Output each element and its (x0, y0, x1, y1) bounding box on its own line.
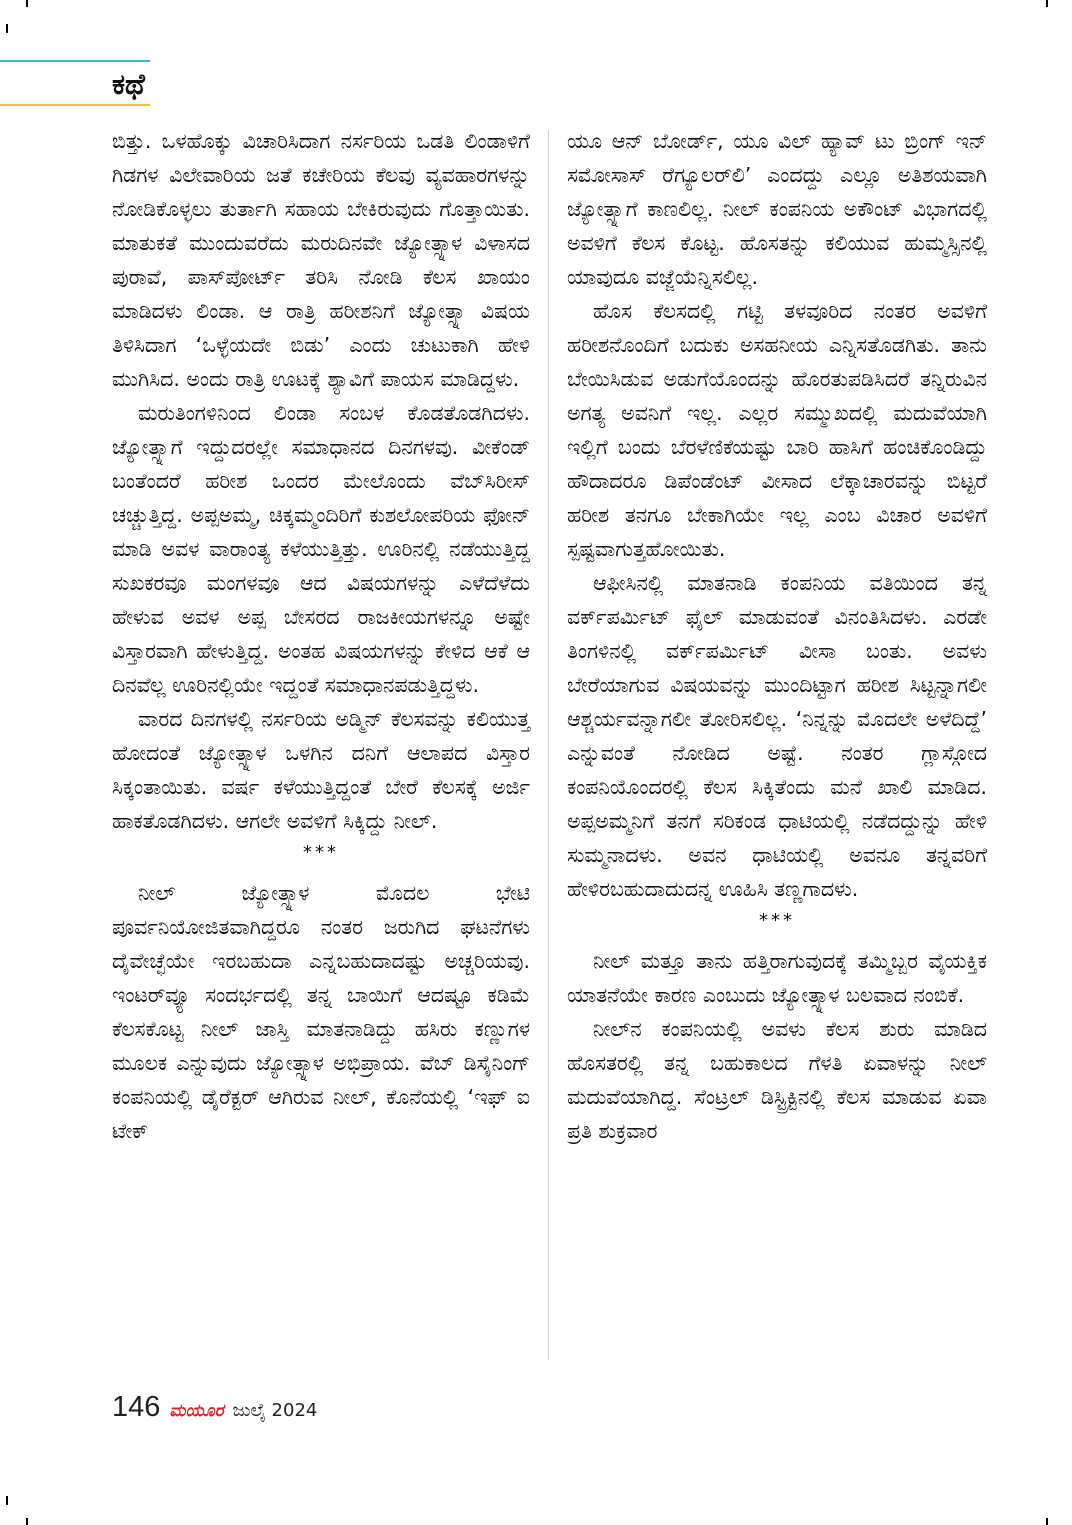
right-paragraph-3: ಆಫೀಸಿನಲ್ಲಿ ಮಾತನಾಡಿ ಕಂಪನಿಯ ವತಿಯಿಂದ ತನ್ನ ವರ್ಕ್‌ಪರ್ಮಿಟ್ ಫೈಲ್ ಮಾಡುವಂತೆ ವಿನಂತಿಸಿದಳು. ಎರಡೇ ತಿಂಗಳಿನಲ್ಲಿ ವರ್ಕ್‌ಪರ್ಮಿಟ್ ವೀಸಾ ಬಂತು. ಅವಳು ಬೇರೆಯಾಗುವ ವಿಷಯವನ್ನು ಮುಂದಿಟ್ಟಾಗ ಹರೀಶ ಸಿಟ್ಟನ್ನಾಗಲೀ ಆಶ್ಚರ್ಯವನ್ನಾಗಲೀ ತೋರಿಸಲಿಲ್ಲ. ‘ನಿನ್ನನ್ನು ಮೊದಲೇ ಅಳೆದಿದ್ದೆ’ ಎನ್ನುವಂತೆ ನೋಡಿದ ಅಷ್ಟೆ. ನಂತರ ಗ್ಲಾಸ್ಗೋದ ಕಂಪನಿಯೊಂದರಲ್ಲಿ ಕೆಲಸ ಸಿಕ್ಕಿತೆಂದು ಮನೆ ಖಾಲಿ ಮಾಡಿದ. ಅಪ್ಪಅಮ್ಮನಿಗೆ ತನಗೆ ಸರಿಕಂಡ ಧಾಟಿಯಲ್ಲಿ ನಡೆದದ್ದುನ್ನು ಹೇಳಿ ಸುಮ್ಮನಾದಳು. ಅವನ ಧಾಟಿಯಲ್ಲಿ ಅವನೂ ತನ್ನವರಿಗೆ ಹೇಳಿರಬಹುದಾದುದನ್ನ ಊಹಿಸಿ ತಣ್ಣಗಾದಳು. (567, 571, 987, 901)
crop-mark-bottom-left-tick (26, 1518, 28, 1525)
crop-mark-top-left-tick (26, 0, 28, 7)
page-footer (112, 1391, 317, 1431)
column-divider (548, 130, 549, 1360)
left-column (112, 124, 530, 1148)
right-paragraph-4: ನೀಲ್ ಮತ್ತೂ ತಾನು ಹತ್ತಿರಾಗುವುದಕ್ಕೆ ತಮ್ಮಿಬ್ಬರ ವೈಯಕ್ತಿಕ ಯಾತನೆಯೇ ಕಾರಣ ಎಂಬುದು ಜ್ಯೋತ್ಸ್ನಾಳ ಬಲವಾದ ನಂಬಿಕೆ. (567, 949, 987, 1007)
crop-mark-bottom-right-tick (1046, 1518, 1048, 1525)
left-paragraph-3: ವಾರದ ದಿನಗಳಲ್ಲಿ ನರ್ಸರಿಯ ಅಡ್ಮಿನ್ ಕೆಲಸವನ್ನು ಕಲಿಯುತ್ತ ಹೋದಂತೆ ಜ್ಯೋತ್ಸ್ನಾಳ ಒಳಗಿನ ದನಿಗೆ ಆಲಾಪದ ವಿಸ್ತಾರ ಸಿಕ್ಕಂತಾಯಿತು. ವರ್ಷ ಕಳೆಯುತ್ತಿದ್ದಂತೆ ಬೇರೆ ಕೆಲಸಕ್ಕೆ ಅರ್ಜಿ ಹಾಕತೊಡಗಿದಳು. ಆಗಲೇ ಅವಳಿಗೆ ಸಿಕ್ಕಿದ್ದು ನೀಲ್. (112, 707, 530, 833)
issue-date: ಜುಲೈ 2024 (232, 1400, 318, 1421)
left-paragraph-2: ಮರುತಿಂಗಳಿನಿಂದ ಲಿಂಡಾ ಸಂಬಳ ಕೊಡತೊಡಗಿದಳು. ಜ್ಯೋತ್ಸ್ನಾಗೆ ಇದ್ದುದರಲ್ಲೇ ಸಮಾಧಾನದ ದಿನಗಳವು. ವೀಕೆಂಡ್ ಬಂತೆಂದರೆ ಹರೀಶ ಒಂದರ ಮೇಲೊಂದು ವೆಬ್‌ಸಿರೀಸ್ ಚಚ್ಚುತ್ತಿದ್ದ. ಅಪ್ಪಅಮ್ಮ, ಚಿಕ್ಕಮ್ಮಂದಿರಿಗೆ ಕುಶಲೋಪರಿಯ ಫೋನ್ ಮಾಡಿ ಅವಳ ವಾರಾಂತ್ಯ ಕಳೆಯುತ್ತಿತ್ತು. ಊರಿನಲ್ಲಿ ನಡೆಯುತ್ತಿದ್ದ ಸುಖಕರವೂ ಮಂಗಳವೂ ಆದ ವಿಷಯಗಳನ್ನು ಎಳೆದೆಳೆದು ಹೇಳುವ ಅವಳ ಅಪ್ಪ ಬೇಸರದ ರಾಜಕೀಯಗಳನ್ನೂ ಅಷ್ಟೇ ವಿಸ್ತಾರವಾಗಿ ಹೇಳುತ್ತಿದ್ದ. ಅಂತಹ ವಿಷಯಗಳನ್ನು ಕೇಳಿದ ಆಕೆ ಆ ದಿನವೆಲ್ಲ ಊರಿನಲ್ಲಿಯೇ ಇದ್ದಂತೆ ಸಮಾಧಾನಪಡುತ್ತಿದ್ದಳು. (112, 401, 530, 697)
right-paragraph-5: ನೀಲ್‌ನ ಕಂಪನಿಯಲ್ಲಿ ಅವಳು ಕೆಲಸ ಶುರು ಮಾಡಿದ ಹೊಸತರಲ್ಲಿ ತನ್ನ ಬಹುಕಾಲದ ಗೆಳತಿ ಏವಾಳನ್ನು ನೀಲ್ ಮದುವೆಯಾಗಿದ್ದ. ಸೆಂಟ್ರಲ್ ಡಿಸ್ಟ್ರಿಕ್ಟಿನಲ್ಲಿ ಕೆಲಸ ಮಾಡುವ ಏವಾ ಪ್ರತಿ ಶುಕ್ರವಾರ (567, 1017, 987, 1143)
section-title: ಕಥೆ (112, 67, 145, 101)
scene-separator-right: *** (759, 910, 795, 931)
header-rule-yellow (0, 104, 150, 106)
left-paragraph-1: ಬಿತ್ತು. ಒಳಹೊಕ್ಕು ವಿಚಾರಿಸಿದಾಗ ನರ್ಸರಿಯ ಒಡತಿ ಲಿಂಡಾಳಿಗೆ ಗಿಡಗಳ ವಿಲೇವಾರಿಯ ಜತೆ ಕಚೇರಿಯ ಕೆಲವು ವ್ಯವಹಾರಗಳನ್ನು ನೋಡಿಕೊಳ್ಳಲು ತುರ್ತಾಗಿ ಸಹಾಯ ಬೇಕಿರುವುದು ಗೊತ್ತಾಯಿತು. ಮಾತುಕತೆ ಮುಂದುವರೆದು ಮರುದಿನವೇ ಜ್ಯೋತ್ಸ್ನಾಳ ವಿಳಾಸದ ಪುರಾವೆ, ಪಾಸ್‌ಪೋರ್ಟ್ ತರಿಸಿ ನೋಡಿ ಕೆಲಸ ಖಾಯಂ ಮಾಡಿದಳು ಲಿಂಡಾ. ಆ ರಾತ್ರಿ ಹರೀಶನಿಗೆ ಜ್ಯೋತ್ಸ್ನಾ ವಿಷಯ ತಿಳಿಸಿದಾಗ ‘ಒಳ್ಳೆಯದೇ ಬಿಡು’ ಎಂದು ಚುಟುಕಾಗಿ ಹೇಳಿ ಮುಗಿಸಿದ. ಅಂದು ರಾತ್ರಿ ಊಟಕ್ಕೆ ಶ್ಯಾವಿಗೆ ಪಾಯಸ ಮಾಡಿದ್ದಳು. (112, 129, 530, 391)
header-rule-teal (0, 60, 150, 62)
crop-mark-top-right-tick (1046, 0, 1048, 7)
scene-separator-left: *** (303, 842, 339, 863)
crop-mark-bottom-left (6, 1496, 8, 1505)
right-paragraph-2: ಹೊಸ ಕೆಲಸದಲ್ಲಿ ಗಟ್ಟಿ ತಳವೂರಿದ ನಂತರ ಅವಳಿಗೆ ಹರೀಶನೊಂದಿಗೆ ಬದುಕು ಅಸಹನೀಯ ಎನ್ನಿಸತೊಡಗಿತು. ತಾನು ಬೇಯಿಸಿಡುವ ಅಡುಗೆಯೊಂದನ್ನು ಹೊರತುಪಡಿಸಿದರೆ ತನ್ನಿರುವಿನ ಅಗತ್ಯ ಅವನಿಗೆ ಇಲ್ಲ. ಎಲ್ಲರ ಸಮ್ಮುಖದಲ್ಲಿ ಮದುವೆಯಾಗಿ ಇಲ್ಲಿಗೆ ಬಂದು ಬೆರಳೆಣಿಕೆಯಷ್ಟು ಬಾರಿ ಹಾಸಿಗೆ ಹಂಚಿಕೊಂಡಿದ್ದು ಹೌದಾದರೂ ಡಿಪೆಂಡೆಂಟ್ ವೀಸಾದ ಲೆಕ್ಕಾಚಾರವನ್ನು ಬಿಟ್ಟರೆ ಹರೀಶ ತನಗೂ ಬೇಕಾಗಿಯೇ ಇಲ್ಲ ಎಂಬ ವಿಚಾರ ಅವಳಿಗೆ ಸ್ಪಷ್ಟವಾಗುತ್ತಹೋಯಿತು. (567, 299, 987, 561)
crop-mark-top-left (6, 24, 8, 33)
page-number: 146 (112, 1391, 161, 1423)
right-paragraph-1: ಯೂ ಆನ್ ಬೋರ್ಡ್, ಯೂ ವಿಲ್ ಹ್ಯಾವ್ ಟು ಬ್ರಿಂಗ್ ಇನ್ ಸಮೋಸಾಸ್ ರೆಗ್ಯೂಲರ್‌ಲಿ’ ಎಂದದ್ದು ಎಲ್ಲೂ ಅತಿಶಯವಾಗಿ ಜ್ಯೋತ್ಸ್ನಾಗೆ ಕಾಣಲಿಲ್ಲ. ನೀಲ್ ಕಂಪನಿಯ ಅಕೌಂಟ್ ವಿಭಾಗದಲ್ಲಿ ಅವಳಿಗೆ ಕೆಲಸ ಕೊಟ್ಟ. ಹೊಸತನ್ನು ಕಲಿಯುವ ಹುಮ್ಮಸ್ಸಿನಲ್ಲಿ ಯಾವುದೂ ವಜ್ಜೆಯೆನ್ನಿಸಲಿಲ್ಲ. (567, 129, 987, 289)
right-column (567, 124, 987, 1148)
left-paragraph-4: ನೀಲ್ ಜ್ಯೋತ್ಸ್ನಾಳ ಮೊದಲ ಭೇಟಿ ಪೂರ್ವನಿಯೋಜಿತವಾಗಿದ್ದರೂ ನಂತರ ಜರುಗಿದ ಘಟನೆಗಳು ದೈವೇಚ್ಛೆಯೇ ಇರಬಹುದಾ ಎನ್ನಬಹುದಾದಷ್ಟು ಅಚ್ಚರಿಯವು. ಇಂಟರ್‌ವ್ಯೂ ಸಂದರ್ಭದಲ್ಲಿ ತನ್ನ ಬಾಯಿಗೆ ಆದಷ್ಟೂ ಕಡಿಮೆ ಕೆಲಸಕೊಟ್ಟ ನೀಲ್ ಜಾಸ್ತಿ ಮಾತನಾಡಿದ್ದು ಹಸಿರು ಕಣ್ಣುಗಳ ಮೂಲಕ ಎನ್ನುವುದು ಜ್ಯೋತ್ಸ್ನಾಳ ಅಭಿಪ್ರಾಯ. ವೆಬ್ ಡಿಸೈನಿಂಗ್ ಕಂಪನಿಯಲ್ಲಿ ಡೈರೆಕ್ಟರ್ ಆಗಿರುವ ನೀಲ್, ಕೊನೆಯಲ್ಲಿ ‘ಇಫ್ ಐ ಟೇಕ್ (112, 881, 530, 1143)
magazine-logo: ಮಯೂರ (169, 1401, 224, 1421)
